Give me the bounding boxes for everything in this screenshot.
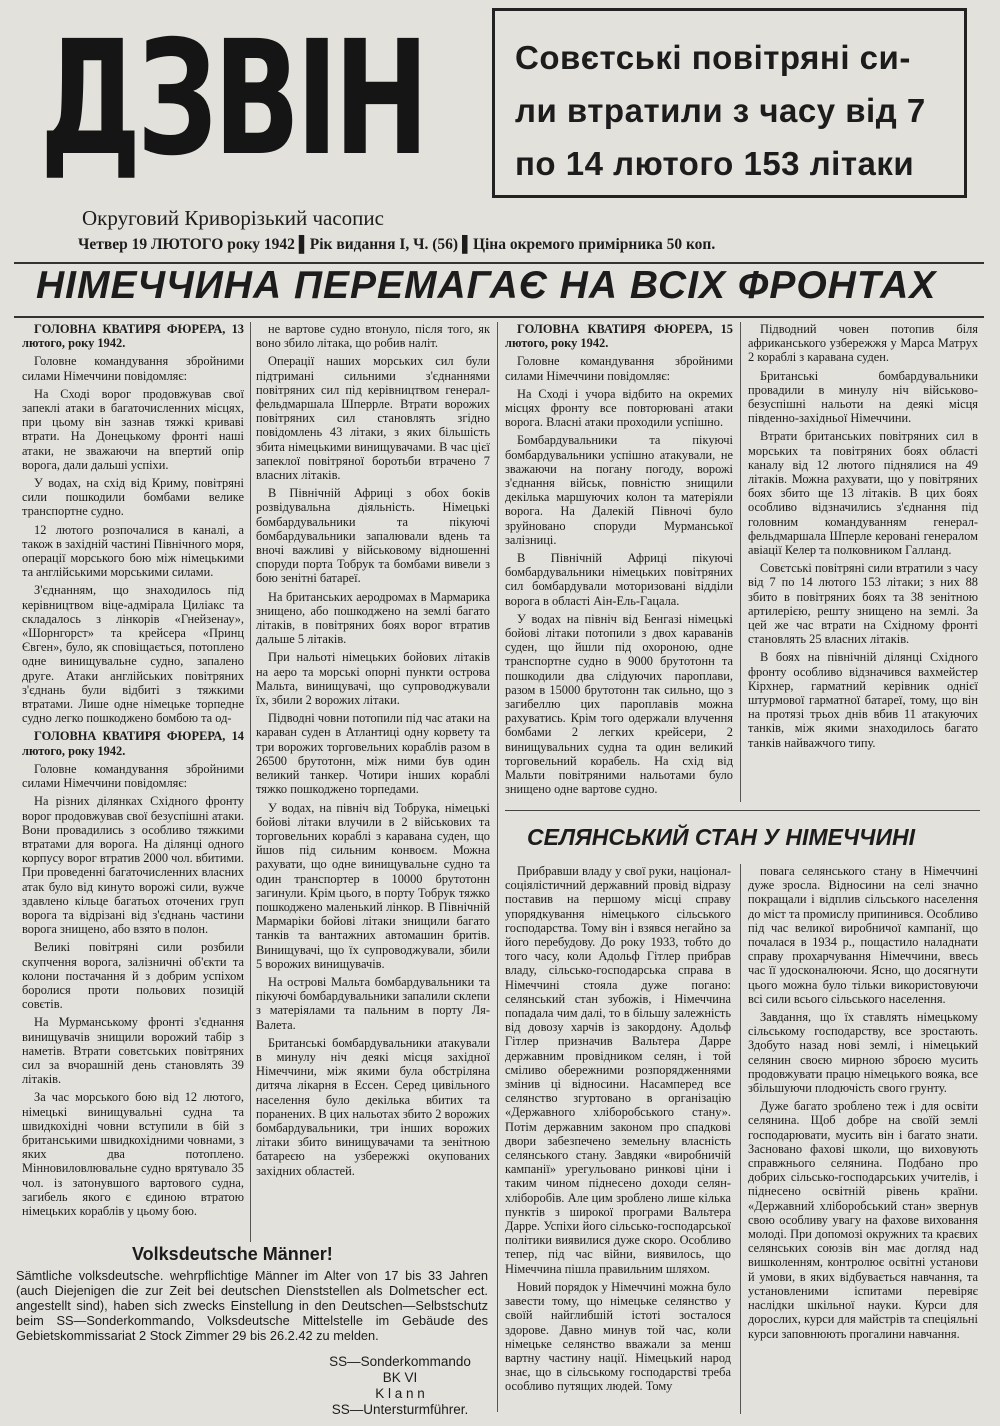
article-paragraph: ГОЛОВНА КВАТИРЯ ФЮРЕРА, 15 лютого, року 1942. [505,322,733,351]
divider [14,316,984,318]
article-paragraph: Підводні човни потопили під час атаки на караван суден в Атлантиці одну корвету та три ворожих торговельних кораблів разом в 26500 брутотонн, між ними був один великий танкер. Чотири інших кораблі тяжко пошкоджено торпедами. [256,711,490,797]
article-paragraph: На різних ділянках Східного фронту ворог продовжував свої безуспішні атаки. Вони провадились з особливо тяжкими втратами для ворога. На ділянці одного корпусу ворог втратив 2000 чол. вбитими. При проведенні багаточисленних власних атак було від кинуто ворожі сили, вужче здавлено кільце багатьох оточених груп ворога та відрізані від з'єднань частини ворога знищено, або взято в полон. [22,794,244,937]
column-separator [497,322,498,1412]
article-column-2 [256,322,490,1242]
masthead-subtitle: Округовий Криворізький часопис [82,206,384,230]
article-paragraph: Бомбардувальники та пікуючі бомбардувальники успішно атакували, не зважаючи на погану погоду, ворожі з'єднання військ, повністю знищили декілька маршуючих колон та матеріяли ворога. На Далекій Півночі було зруйновано споруди Мурманської залізниці. [505,433,733,547]
article-paragraph: Підводний човен потопив біля африканського узбережжя у Марса Матрух 2 кораблі з каравана суден. [748,322,978,365]
article-paragraph: При нальоті німецьких бойових літаків на аеро та морські опорні пункти острова Мальта, винищувачі, що супроводжували їх, збили 2 ворожих літаки. [256,650,490,708]
section-title: СЕЛЯНСЬКИЙ СТАН У НІМЕЧЧИНІ [527,824,916,850]
headline-box [492,8,967,198]
divider [505,810,980,811]
notice-title: Volksdeutsche Männer! [132,1244,333,1264]
article-paragraph: не вартове судно втонуло, після того, як воно збило літака, що робив наліт. [256,322,490,351]
article-paragraph: Прибравши владу у свої руки, націонал-соціялістичний державний провід відразу поставив на першому місці справу упорядкування німецького сільського господарства. Тому він і взявся негайно за його перебудову. До року 1933, тобто до того часу, коли Адольф Гітлер прибрав владу, сільсько-господарська справа в Німеччині стояла дуже погано: селянський стан зубожів, і Німеччина попадала чим далі, то в більшу залежність від довозу харчів із закордону. Адольф Гітлер призначив Вальтера Дарре державним провідником селян, і той сміливо обережними розпорядженнями змінив ці відносини. Насамперед все селянство згуртовано в організацію «Державного хліборобського стану». Потім державним законом про спадкові двори забезпечено земельну власність селянського стану. Завдяки «виробничій кампанії» урегульовано ринкові ціни і таким чином піднесено доходи селян-хліборобів. Але цим зроблено лише кілька пунктів з широкої програми Вальтера Дарре. Успіхи його сільсько-господарської політики виявилися дуже скоро. Особливо тепер, під час війни, виявилось, що Німеччина пішла правильним шляхом. [505,864,731,1276]
article-paragraph: У водах, на схід від Криму, повітряні сили пошкодили бомбами велике транспортне судно. [22,476,244,519]
notice-signature: SS—Sonderkommando [329,1354,471,1369]
article-paragraph: У водах на північ від Бенгазі німецькі бойові літаки потопили з двох караванів суден, що йшли під охороною, одне транспортне судно в 9000 брутотонн та пошкодили два слідуючих пароплави, разом в 15000 брутотонн так сильно, що з загибеллю цих пароплавів можна рахуватись. Крім того одержали влучення бомбами 2 легких крейсери, 2 винищувальних судна та один великий торговельний корабель. На схід від Мальти повітряними нальотами було знищено одне вартове судно. [505,611,733,797]
article-column-4 [748,322,978,802]
article-paragraph: Головне командування збройними силами Німеччини повідомляє: [505,354,733,383]
article-paragraph: В Північній Африці з обох боків розвідувальна діяльність. Німецькі бомбардувальники та пікуючі бомбардувальники запалювали вдень та вночі важливі у військовому відношенні споруди порта Тобрук та бомбами вивели з бою зенітні батареї. [256,486,490,586]
article-paragraph: В Північній Африці пікуючі бомбардувальники німецьких повітряних сил бомбардували моторизовані відділи ворога в області Аін-Ель-Гацала. [505,551,733,608]
article-paragraph: На британських аеродромах в Мармарика знищено, або пошкоджено на землі багато літаків, в повітряних боях ворог втратив дальше 5 літаків. [256,589,490,647]
article-column-1 [22,322,244,1242]
banner-headline: НІМЕЧЧИНА ПЕРЕМАГАЄ НА ВСІХ ФРОНТАХ [36,264,937,307]
article-paragraph: На острові Мальта бомбардувальники та пікуючі бомбардувальники запалили склепи з матеріялами та пальним в порту Ля-Валета. [256,974,490,1032]
article-paragraph: ГОЛОВНА КВАТИРЯ ФЮРЕРА, 14 лютого, року 1942. [22,729,244,758]
article-paragraph: Завдання, що їх ставлять німецькому сільському господарству, все зростають. Здобуто назад нові землі, і німецький селянин своєю мирною зброєю мусить продовжувати працю німецького вояка, все збільшуючи плодючість свого грунту. [748,1010,978,1096]
article-paragraph: В боях на північній ділянці Східного фронту особливо відзначився вахмейстер Кірхнер, гарматний керівник однієї штурмової гарматної батареї, тому, що він на протязі трьох днів вбив 11 атакуючих танків, між якими знаходилось багато танків найважчого типу. [748,650,978,750]
article-paragraph: За час морського бою від 12 лютого, німецькі винищувальні судна та швидкохідні човни вступили в бій з британськими швидкохідними човнами, з яких два потоплено. Мінновиловлювальне судно врятувало 35 чол. із затонувшого вартового судна, загибель якого є єдиною втратою німецьких кораблів у цьому бою. [22,1090,244,1218]
notice-signature: K l a n n [375,1386,425,1401]
column-separator [740,322,741,802]
article-paragraph: На Мурманському фронті з'єднання винищувачів знищили ворожий табір з наметів. Втрати совєтських повітряних сил за вчорашній день становлять 39 літаків. [22,1015,244,1087]
article-paragraph: На Сході і учора відбито на окремих місцях фронту все повторювані атаки ворога. Власні атаки проходили успішно. [505,386,733,430]
article-paragraph: У водах, на північ від Тобрука, німецькі бойові літаки влучили в 2 військових та торговельних кораблі з каравана суден, що йшов під сильним конвоєм. Можна рахувати, що одне винищувальне судно та один транспортер в 10000 брутотонн загинули. Крім цього, в порту Тобрук тяжко пошкоджено маленький лінкор. В Північній Мармаріки бойові літаки знищили багато танків та вантажних автомашин бритів. Винищувачі, що їх супроводжували, збили 5 ворожих винищувачів. [256,800,490,971]
headline-line: ли втратили з часу від 7 [515,92,926,129]
article-paragraph: Британські бомбардувальники атакували в минулу ніч деякі місця західної Німеччини, між якими була обстріляна дитяча лікарня в Ессен. Серед цивільного населення було декілька вбитих та поранених. В цих нальотах збито 2 ворожих бомбардувальники, три інших ворожих літаки збито винищувачами та зенітною батареєю на узбережжі окупованих західних областей. [256,1035,490,1178]
dateline: Четвер 19 ЛЮТОГО року 1942 ▌Рік видання І, Ч. (56) ▌Ціна окремого примірника 50 коп. [78,236,716,253]
article-paragraph: Новий порядок у Німеччині можна було завести тому, що німецьке селянство у своїй найглибшій істоті зосталося здорове. Давно минув той час, коли німецьке селянство вважали за менш вартну частину нації. Німецький народ знає, що в сільському господарстві треба особливо путящих людей. Тому [505,1279,731,1394]
column-separator [250,322,251,1242]
column-separator [740,864,741,1414]
article-paragraph: На Сході ворог продовжував свої запеклі атаки в багаточисленних місцях, при цьому він зазнав тяжкі криваві втрати. На Донецькому фронті нашi атаки, не зважаючи на впертий опір ворога, дали дальші успіхи. [22,386,244,472]
section-column-left [505,864,731,1414]
masthead-title: ДЗВІН [40,7,425,191]
section-column-right [748,864,978,1414]
headline-line: Совєтські повітряні си- [515,39,911,76]
article-paragraph: ГОЛОВНА КВАТИРЯ ФЮРЕРА, 13 лютого, року 1942. [22,322,244,351]
article-column-3 [505,322,733,802]
headline-line: по 14 лютого 153 літаки [515,145,915,182]
article-paragraph: Дуже багато зроблено теж і для освіти селянина. Щоб добре на своїй землі господарювати, мусить він і багато знати. Засновано фахові школи, що виховують справжнього селянина. Подбано про добрих сільсько-господарських учителів, і піднесено освітній рівень країни. «Державний хліборобський стан» звернув свою особливу увагу на фахове виховання молоді. При допомозі окружних та краєвих селянських союзів він має догляд над вишколенням, контролює освітні установи й умови, в яких відбувається навчання, та установленими іспитами перевіряє наслідки шкільної науки. Курси для дорослих, курси для майстрів та спеціяльні курси заповнюють прогалини навчання. [748,1099,978,1341]
article-paragraph: Втрати британських повітряних сил в морських та повітряних боях області каналу від 12 лютого піднялися на 49 літаків. Можна рахувати, що у повітряних боях збито ще 13 літаків. В цих боях особливо відзначились з'єднання під головним командуванням генерал-фельдмаршала Шперле керовані генералом авіації Келер та полковником Галланд. [748,429,978,558]
article-paragraph: Головне командування збройними силами Німеччини повідомляє: [22,354,244,383]
article-paragraph: повага селянського стану в Німеччині дуже зросла. Відносини на селі значно покращали і відплив сільського населення до міст та промислу припинився. Особливо під час великої виробничої кампанії, що почалася в 1934 р., пощастило наладнати справу прохарчування Німеччини, ввесь час її удосконалюючи. Ясно, що досягнути цього можна було тільки використовуючи всі сили всього сільського населення. [748,864,978,1006]
article-paragraph: 12 лютого розпочалися в каналі, а також в західній частині Північного моря, операції морського бою між німецькими та англійськими морськими силами. [22,522,244,580]
article-paragraph: Совєтські повітряні сили втратили з часу від 7 по 14 лютого 153 літаки; з них 88 збито в повітряних боях та 38 зенітною артилерією, решту знищено на землі. За цей же час втрати на Східному фронті становлять 25 власних літаків. [748,561,978,647]
article-paragraph: Головне командування збройними силами Німеччини повідомляє: [22,761,244,791]
article-paragraph: З'єднанням, що знаходилось під керівництвом віце-адмірала Циліакс та складалось з лінкорів «Гнейзенау», «Шорнгорст» та крейсера «Принц Євген», було, як сповіщається, потоплено одне винищувальне судно, запалено друге. Атаки англійських повітряних з'єднань були відбиті з тяжкими втратами. Лише одне німецьке торпедне судно легко пошкоджено бомбою та од- [22,583,244,726]
notice-body: Sämtliche volksdeutsche. wehrpflichtige Männer im Alter von 17 bis 33 Jahren (auch Diejenigen die zur Zeit bei deutschen Dienststellen als Dolmetscher ect. angestellt sind), haben sich zwecks Einstellung in den Deutschen—Selbstschutz beim SS—Sonderkommando, Volksdeutsche Mittelstelle im Gebäude des Gebietskommissariat 2 Stock Zimmer 29 bis 26.2.42 zu melden. [16,1268,488,1343]
notice-signature: BK VI [382,1370,418,1385]
article-paragraph: Великі повітряні сили розбили скупчення ворога, залізничні об'єкти та колони постачання й з добрим успіхом боролися проти польових позицій совєтів. [22,940,244,1012]
article-paragraph: Операції наших морських сил були підтримані сильними з'єднаннями повітряних сил під керівництвом генерал-фельдмаршала Шперрле. Втрати ворожих повітряних сил становлять згідно повідомлень 43 літаки, з яких більшість збита німецькими винищувачами. В час цієї запеклої повітряної боротьби втрачено 7 власних літаків. [256,354,490,483]
notice-signature: SS—Untersturmführer. [331,1402,469,1417]
article-paragraph: Британські бомбардувальники провадили в минулу ніч військово-безуспішні нальоти на деякі місця південно-західньої Німеччини. [748,368,978,426]
